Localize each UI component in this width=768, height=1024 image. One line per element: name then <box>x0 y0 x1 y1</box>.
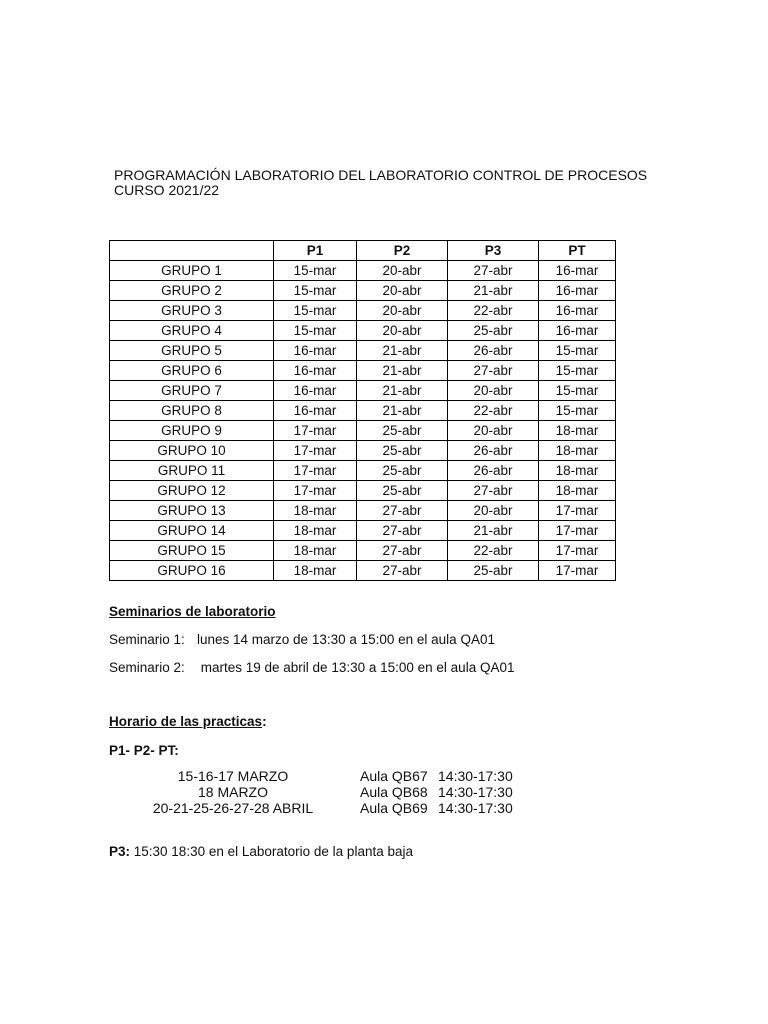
group-name-cell: GRUPO 8 <box>110 401 274 421</box>
date-cell: 17-mar <box>539 521 616 541</box>
date-cell: 15-mar <box>539 341 616 361</box>
table-row <box>110 481 616 501</box>
date-cell: 17-mar <box>274 481 357 501</box>
seminarios-heading: Seminarios de laboratorio <box>109 604 276 619</box>
date-cell: 25-abr <box>357 441 448 461</box>
slot-aula: Aula QB69 <box>360 800 428 816</box>
table-header-cell: P2 <box>357 241 448 261</box>
date-cell: 22-abr <box>448 401 539 421</box>
date-cell: 16-mar <box>539 281 616 301</box>
date-cell: 15-mar <box>539 361 616 381</box>
title-line-2: CURSO 2021/22 <box>114 182 220 198</box>
date-cell: 27-abr <box>357 561 448 581</box>
table-row <box>110 401 616 421</box>
date-cell: 27-abr <box>448 261 539 281</box>
group-name-cell: GRUPO 10 <box>110 441 274 461</box>
group-name-cell: GRUPO 14 <box>110 521 274 541</box>
table-row <box>110 301 616 321</box>
group-name-cell: GRUPO 15 <box>110 541 274 561</box>
date-cell: 20-abr <box>448 501 539 521</box>
group-name-cell: GRUPO 7 <box>110 381 274 401</box>
date-cell: 26-abr <box>448 461 539 481</box>
date-cell: 20-abr <box>448 381 539 401</box>
seminario-label: Seminario 2: <box>109 660 185 675</box>
date-cell: 17-mar <box>539 501 616 521</box>
date-cell: 20-abr <box>357 281 448 301</box>
date-cell: 16-mar <box>539 261 616 281</box>
date-cell: 25-abr <box>357 461 448 481</box>
table-header-cell: PT <box>539 241 616 261</box>
date-cell: 20-abr <box>357 321 448 341</box>
date-cell: 27-abr <box>448 361 539 381</box>
date-cell: 17-mar <box>274 461 357 481</box>
date-cell: 17-mar <box>274 441 357 461</box>
horario-group-label: P1- P2- PT: <box>109 743 179 758</box>
group-name-cell: GRUPO 9 <box>110 421 274 441</box>
date-cell: 20-abr <box>357 261 448 281</box>
date-cell: 25-abr <box>357 421 448 441</box>
seminario-item <box>109 632 495 647</box>
date-cell: 27-abr <box>357 501 448 521</box>
date-cell: 18-mar <box>274 541 357 561</box>
table-row <box>110 441 616 461</box>
date-cell: 18-mar <box>539 481 616 501</box>
date-cell: 25-abr <box>448 321 539 341</box>
horario-heading-text: Horario de las practicas <box>109 714 263 729</box>
date-cell: 22-abr <box>448 301 539 321</box>
slot-aula: Aula QB68 <box>360 784 428 800</box>
group-name-cell: GRUPO 1 <box>110 261 274 281</box>
date-cell: 21-abr <box>448 521 539 541</box>
date-cell: 25-abr <box>357 481 448 501</box>
date-cell: 16-mar <box>274 341 357 361</box>
date-cell: 18-mar <box>539 461 616 481</box>
table-row <box>110 261 616 281</box>
horario-heading-suffix: : <box>262 714 267 729</box>
date-cell: 15-mar <box>274 281 357 301</box>
date-cell: 20-abr <box>448 421 539 441</box>
group-name-cell: GRUPO 6 <box>110 361 274 381</box>
table-row <box>110 341 616 361</box>
date-cell: 18-mar <box>274 521 357 541</box>
date-cell: 16-mar <box>539 321 616 341</box>
document-title <box>114 168 647 198</box>
p3-label: P3: <box>109 844 131 859</box>
group-name-cell: GRUPO 5 <box>110 341 274 361</box>
date-cell: 18-mar <box>274 561 357 581</box>
table-header-row <box>110 241 616 261</box>
group-name-cell: GRUPO 4 <box>110 321 274 341</box>
group-name-cell: GRUPO 3 <box>110 301 274 321</box>
slot-dates: 20-21-25-26-27-28 ABRIL <box>152 800 314 816</box>
date-cell: 21-abr <box>448 281 539 301</box>
date-cell: 26-abr <box>448 441 539 461</box>
seminario-label: Seminario 1: <box>109 632 185 647</box>
schedule-table <box>109 240 616 581</box>
date-cell: 25-abr <box>448 561 539 581</box>
date-cell: 21-abr <box>357 401 448 421</box>
slot-hours: 14:30-17:30 <box>438 768 513 784</box>
date-cell: 21-abr <box>357 361 448 381</box>
table-row <box>110 281 616 301</box>
date-cell: 17-mar <box>539 541 616 561</box>
date-cell: 18-mar <box>539 441 616 461</box>
table-row <box>110 561 616 581</box>
date-cell: 20-abr <box>357 301 448 321</box>
date-cell: 15-mar <box>274 261 357 281</box>
horario-heading <box>109 714 267 729</box>
slot-hours: 14:30-17:30 <box>438 784 513 800</box>
date-cell: 16-mar <box>274 361 357 381</box>
table-row <box>110 501 616 521</box>
date-cell: 21-abr <box>357 341 448 361</box>
slot-aula: Aula QB67 <box>360 768 428 784</box>
date-cell: 15-mar <box>274 301 357 321</box>
table-row <box>110 361 616 381</box>
table-row <box>110 461 616 481</box>
slot-dates: 18 MARZO <box>197 784 268 800</box>
date-cell: 22-abr <box>448 541 539 561</box>
p3-line <box>109 844 413 859</box>
group-name-cell: GRUPO 11 <box>110 461 274 481</box>
title-line-1: PROGRAMACIÓN LABORATORIO DEL LABORATORIO CONTROL DE PROCESOS <box>114 167 648 183</box>
slot-dates: 15-16-17 MARZO <box>177 768 289 784</box>
date-cell: 27-abr <box>357 541 448 561</box>
table-body <box>110 261 616 581</box>
date-cell: 15-mar <box>274 321 357 341</box>
group-name-cell: GRUPO 2 <box>110 281 274 301</box>
date-cell: 21-abr <box>357 381 448 401</box>
seminario-item <box>109 660 514 675</box>
group-name-cell: GRUPO 16 <box>110 561 274 581</box>
table-row <box>110 541 616 561</box>
date-cell: 18-mar <box>539 421 616 441</box>
table-row <box>110 421 616 441</box>
slot-hours: 14:30-17:30 <box>438 800 513 816</box>
group-name-cell: GRUPO 13 <box>110 501 274 521</box>
group-name-cell: GRUPO 12 <box>110 481 274 501</box>
date-cell: 15-mar <box>539 381 616 401</box>
table-row <box>110 381 616 401</box>
date-cell: 15-mar <box>539 401 616 421</box>
table-header-cell: P1 <box>274 241 357 261</box>
p3-text: 15:30 18:30 en el Laboratorio de la planta baja <box>130 844 413 859</box>
date-cell: 17-mar <box>274 421 357 441</box>
date-cell: 16-mar <box>274 381 357 401</box>
date-cell: 27-abr <box>448 481 539 501</box>
date-cell: 16-mar <box>539 301 616 321</box>
date-cell: 18-mar <box>274 501 357 521</box>
seminario-text: martes 19 de abril de 13:30 a 15:00 en el aula QA01 <box>197 660 515 675</box>
table-row <box>110 521 616 541</box>
date-cell: 26-abr <box>448 341 539 361</box>
seminario-text: lunes 14 marzo de 13:30 a 15:00 en el aula QA01 <box>197 632 495 647</box>
table-row <box>110 321 616 341</box>
table-header-cell: P3 <box>448 241 539 261</box>
table-header-cell <box>110 241 274 261</box>
date-cell: 16-mar <box>274 401 357 421</box>
date-cell: 17-mar <box>539 561 616 581</box>
date-cell: 27-abr <box>357 521 448 541</box>
